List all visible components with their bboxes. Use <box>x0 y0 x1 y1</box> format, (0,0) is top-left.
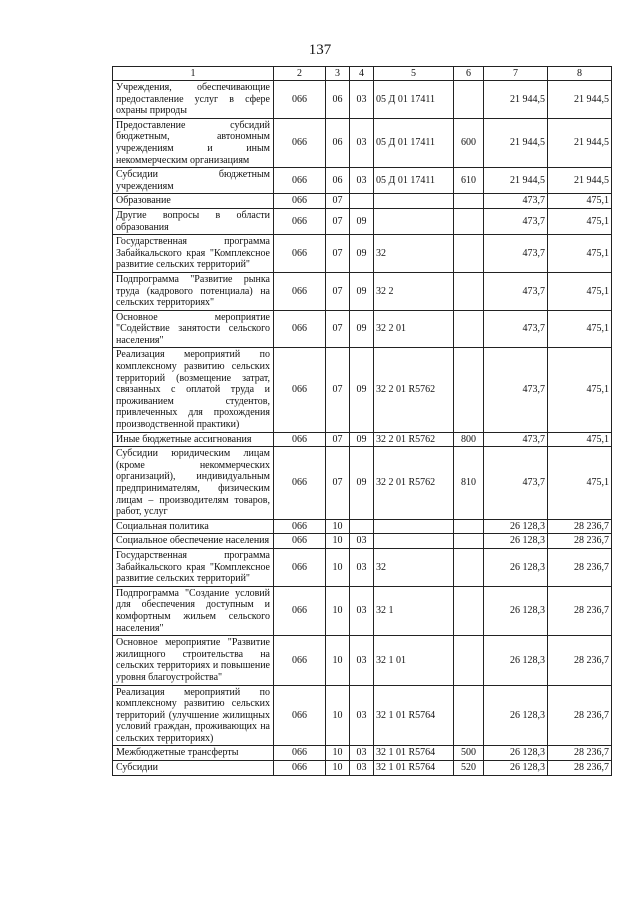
amount-year2-cell: 21 944,5 <box>548 118 612 167</box>
ministry-code-cell: 066 <box>274 168 326 194</box>
amount-year2-cell: 475,1 <box>548 272 612 310</box>
table-row <box>113 534 612 549</box>
section-cell: 10 <box>326 636 350 685</box>
row-name-cell: Субсидии <box>113 761 274 776</box>
section-cell: 07 <box>326 235 350 273</box>
row-name-cell: Подпрограмма "Развитие рынка труда (кадрового потенциала) на сельских территориях" <box>113 272 274 310</box>
ministry-code-cell: 066 <box>274 194 326 209</box>
amount-year1-cell: 26 128,3 <box>484 636 548 685</box>
section-cell: 06 <box>326 81 350 119</box>
row-name-cell: Основное мероприятие "Развитие жилищного строительства на сельских территориях и повышение уровня благоустройства" <box>113 636 274 685</box>
ministry-code-cell: 066 <box>274 272 326 310</box>
expense-type-cell <box>454 194 484 209</box>
target-article-cell: 05 Д 01 17411 <box>374 81 454 119</box>
amount-year1-cell: 26 128,3 <box>484 519 548 534</box>
table-row <box>113 118 612 167</box>
expense-type-cell <box>454 636 484 685</box>
row-name-cell: Подпрограмма "Создание условий для обеспечения доступным и комфортным жильем сельского населения" <box>113 586 274 635</box>
target-article-cell <box>374 194 454 209</box>
section-cell: 10 <box>326 761 350 776</box>
row-name-cell: Предоставление субсидий бюджетным, автономным учреждениям и иным некоммерческим организациям <box>113 118 274 167</box>
target-article-cell: 32 1 01 <box>374 636 454 685</box>
expense-type-cell <box>454 235 484 273</box>
row-name-cell: Социальная политика <box>113 519 274 534</box>
amount-year2-cell: 475,1 <box>548 310 612 348</box>
column-header: 7 <box>484 67 548 81</box>
section-cell: 10 <box>326 685 350 746</box>
subsection-cell: 03 <box>350 586 374 635</box>
section-cell: 07 <box>326 348 350 432</box>
section-cell: 07 <box>326 310 350 348</box>
row-name-cell: Основное мероприятие "Содействие занятости сельского населения" <box>113 310 274 348</box>
section-cell: 07 <box>326 194 350 209</box>
subsection-cell: 03 <box>350 81 374 119</box>
section-cell: 10 <box>326 746 350 761</box>
amount-year2-cell: 28 236,7 <box>548 534 612 549</box>
target-article-cell: 32 1 01 R5764 <box>374 746 454 761</box>
row-name-cell: Учреждения, обеспечивающие предоставление услуг в сфере охраны природы <box>113 81 274 119</box>
amount-year2-cell: 28 236,7 <box>548 586 612 635</box>
section-cell: 07 <box>326 447 350 520</box>
expense-type-cell <box>454 272 484 310</box>
expense-type-cell: 810 <box>454 447 484 520</box>
row-name-cell: Другие вопросы в области образования <box>113 208 274 234</box>
ministry-code-cell: 066 <box>274 81 326 119</box>
amount-year2-cell: 475,1 <box>548 447 612 520</box>
section-cell: 10 <box>326 534 350 549</box>
amount-year1-cell: 26 128,3 <box>484 534 548 549</box>
section-cell: 06 <box>326 118 350 167</box>
amount-year1-cell: 473,7 <box>484 272 548 310</box>
section-cell: 10 <box>326 548 350 586</box>
subsection-cell: 09 <box>350 235 374 273</box>
expense-type-cell: 500 <box>454 746 484 761</box>
amount-year1-cell: 26 128,3 <box>484 746 548 761</box>
table-row <box>113 548 612 586</box>
table-row <box>113 168 612 194</box>
target-article-cell: 32 <box>374 548 454 586</box>
subsection-cell: 09 <box>350 272 374 310</box>
target-article-cell: 32 2 01 <box>374 310 454 348</box>
target-article-cell: 32 2 01 R5762 <box>374 348 454 432</box>
amount-year1-cell: 473,7 <box>484 348 548 432</box>
table-row <box>113 746 612 761</box>
column-number-row <box>113 67 612 81</box>
target-article-cell <box>374 519 454 534</box>
row-name-cell: Субсидии бюджетным учреждениям <box>113 168 274 194</box>
subsection-cell: 09 <box>350 208 374 234</box>
amount-year1-cell: 26 128,3 <box>484 586 548 635</box>
amount-year1-cell: 473,7 <box>484 208 548 234</box>
target-article-cell: 32 1 01 R5764 <box>374 761 454 776</box>
expense-type-cell: 600 <box>454 118 484 167</box>
expense-type-cell <box>454 310 484 348</box>
ministry-code-cell: 066 <box>274 235 326 273</box>
subsection-cell: 03 <box>350 168 374 194</box>
target-article-cell: 05 Д 01 17411 <box>374 118 454 167</box>
expense-type-cell <box>454 685 484 746</box>
budget-table <box>112 66 612 776</box>
target-article-cell: 32 2 <box>374 272 454 310</box>
row-name-cell: Субсидии юридическим лицам (кроме некоммерческих организаций), индивидуальным предпринимателям, физическим лицам – производителям товаров, работ, услуг <box>113 447 274 520</box>
subsection-cell: 03 <box>350 636 374 685</box>
ministry-code-cell: 066 <box>274 534 326 549</box>
expense-type-cell: 610 <box>454 168 484 194</box>
section-cell: 10 <box>326 586 350 635</box>
amount-year1-cell: 473,7 <box>484 432 548 447</box>
subsection-cell: 09 <box>350 348 374 432</box>
column-header: 4 <box>350 67 374 81</box>
amount-year1-cell: 21 944,5 <box>484 81 548 119</box>
expense-type-cell <box>454 348 484 432</box>
expense-type-cell <box>454 208 484 234</box>
amount-year2-cell: 28 236,7 <box>548 746 612 761</box>
table-row <box>113 432 612 447</box>
table-row <box>113 685 612 746</box>
subsection-cell: 03 <box>350 761 374 776</box>
ministry-code-cell: 066 <box>274 636 326 685</box>
expense-type-cell <box>454 519 484 534</box>
amount-year2-cell: 475,1 <box>548 348 612 432</box>
amount-year2-cell: 28 236,7 <box>548 548 612 586</box>
amount-year1-cell: 473,7 <box>484 310 548 348</box>
column-header: 1 <box>113 67 274 81</box>
target-article-cell: 32 1 01 R5764 <box>374 685 454 746</box>
table-row <box>113 636 612 685</box>
table-row <box>113 761 612 776</box>
amount-year2-cell: 21 944,5 <box>548 168 612 194</box>
expense-type-cell <box>454 586 484 635</box>
table-row <box>113 235 612 273</box>
target-article-cell: 32 2 01 R5762 <box>374 447 454 520</box>
subsection-cell: 03 <box>350 548 374 586</box>
amount-year2-cell: 475,1 <box>548 432 612 447</box>
target-article-cell: 32 2 01 R5762 <box>374 432 454 447</box>
subsection-cell <box>350 194 374 209</box>
amount-year1-cell: 473,7 <box>484 194 548 209</box>
ministry-code-cell: 066 <box>274 118 326 167</box>
ministry-code-cell: 066 <box>274 208 326 234</box>
table-row <box>113 519 612 534</box>
subsection-cell: 09 <box>350 447 374 520</box>
amount-year1-cell: 26 128,3 <box>484 548 548 586</box>
ministry-code-cell: 066 <box>274 586 326 635</box>
section-cell: 10 <box>326 519 350 534</box>
ministry-code-cell: 066 <box>274 310 326 348</box>
table-row <box>113 208 612 234</box>
subsection-cell: 09 <box>350 432 374 447</box>
ministry-code-cell: 066 <box>274 432 326 447</box>
amount-year2-cell: 28 236,7 <box>548 685 612 746</box>
row-name-cell: Иные бюджетные ассигнования <box>113 432 274 447</box>
section-cell: 06 <box>326 168 350 194</box>
section-cell: 07 <box>326 432 350 447</box>
ministry-code-cell: 066 <box>274 746 326 761</box>
column-header: 8 <box>548 67 612 81</box>
row-name-cell: Образование <box>113 194 274 209</box>
expense-type-cell <box>454 81 484 119</box>
amount-year2-cell: 28 236,7 <box>548 519 612 534</box>
column-header: 2 <box>274 67 326 81</box>
expense-type-cell: 800 <box>454 432 484 447</box>
section-cell: 07 <box>326 272 350 310</box>
row-name-cell: Реализация мероприятий по комплексному развитию сельских территорий (возмещение затрат, связанных с оплатой труда и проживанием студентов, привлеченных для прохождения производственной практики) <box>113 348 274 432</box>
row-name-cell: Государственная программа Забайкальского края "Комплексное развитие сельских территорий" <box>113 548 274 586</box>
expense-type-cell <box>454 534 484 549</box>
table-row <box>113 586 612 635</box>
amount-year1-cell: 21 944,5 <box>484 118 548 167</box>
amount-year2-cell: 28 236,7 <box>548 761 612 776</box>
subsection-cell: 09 <box>350 310 374 348</box>
ministry-code-cell: 066 <box>274 761 326 776</box>
table-row <box>113 447 612 520</box>
ministry-code-cell: 066 <box>274 685 326 746</box>
amount-year1-cell: 473,7 <box>484 447 548 520</box>
target-article-cell <box>374 534 454 549</box>
amount-year1-cell: 21 944,5 <box>484 168 548 194</box>
row-name-cell: Реализация мероприятий по комплексному развитию сельских территорий (улучшение жилищных условий граждан, проживающих на сельских территориях) <box>113 685 274 746</box>
row-name-cell: Межбюджетные трансферты <box>113 746 274 761</box>
amount-year2-cell: 475,1 <box>548 235 612 273</box>
table-row <box>113 194 612 209</box>
target-article-cell: 32 <box>374 235 454 273</box>
subsection-cell: 03 <box>350 746 374 761</box>
expense-type-cell <box>454 548 484 586</box>
page-number: 137 <box>308 42 332 58</box>
subsection-cell: 03 <box>350 534 374 549</box>
row-name-cell: Социальное обеспечение населения <box>113 534 274 549</box>
amount-year2-cell: 475,1 <box>548 194 612 209</box>
section-cell: 07 <box>326 208 350 234</box>
table-row <box>113 310 612 348</box>
amount-year2-cell: 475,1 <box>548 208 612 234</box>
subsection-cell: 03 <box>350 118 374 167</box>
column-header: 6 <box>454 67 484 81</box>
amount-year1-cell: 26 128,3 <box>484 761 548 776</box>
ministry-code-cell: 066 <box>274 548 326 586</box>
target-article-cell <box>374 208 454 234</box>
ministry-code-cell: 066 <box>274 519 326 534</box>
row-name-cell: Государственная программа Забайкальского края "Комплексное развитие сельских территорий" <box>113 235 274 273</box>
column-header: 5 <box>374 67 454 81</box>
table-row <box>113 272 612 310</box>
table-row <box>113 81 612 119</box>
expense-type-cell: 520 <box>454 761 484 776</box>
subsection-cell: 03 <box>350 685 374 746</box>
target-article-cell: 05 Д 01 17411 <box>374 168 454 194</box>
amount-year2-cell: 21 944,5 <box>548 81 612 119</box>
amount-year2-cell: 28 236,7 <box>548 636 612 685</box>
target-article-cell: 32 1 <box>374 586 454 635</box>
table-row <box>113 348 612 432</box>
amount-year1-cell: 473,7 <box>484 235 548 273</box>
ministry-code-cell: 066 <box>274 348 326 432</box>
column-header: 3 <box>326 67 350 81</box>
ministry-code-cell: 066 <box>274 447 326 520</box>
amount-year1-cell: 26 128,3 <box>484 685 548 746</box>
subsection-cell <box>350 519 374 534</box>
